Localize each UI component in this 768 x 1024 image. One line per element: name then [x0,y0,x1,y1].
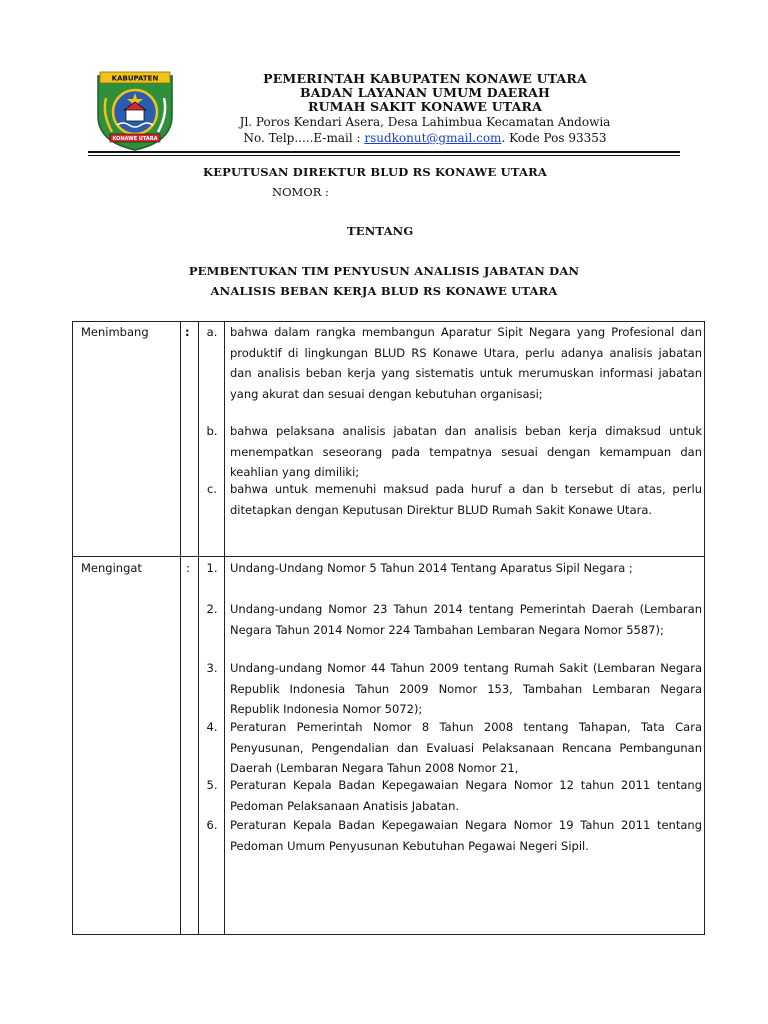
menimbang-label: Menimbang [81,325,149,339]
contact-suffix: . Kode Pos 93353 [501,131,607,145]
table-divider [180,322,181,934]
subject-line-2: ANALISIS BEBAN KERJA BLUD RS KONAWE UTARA [210,284,558,298]
decree-number: NOMOR : [272,185,329,199]
item-text: Peraturan Kepala Badan Kepegawaian Negara Nomor 12 tahun 2011 tentang Pedoman Pelaksanaan Anatisis Jabatan. [230,778,702,813]
subject-line-1: PEMBENTUKAN TIM PENYUSUN ANALISIS JABATAN DAN [188,264,580,278]
item-marker: c. [207,482,217,496]
konawe-utara-emblem-icon [90,68,180,152]
table-divider [198,322,199,934]
letterhead-contact [190,130,660,146]
letterhead-address: Jl. Poros Kendari Asera, Desa Lahimbua Kecamatan Andowia [239,115,611,129]
item-text: bahwa pelaksana analisis jabatan dan analisis beban kerja dimaksud untuk menempatkan seseorang pada tempatnya sesuai dengan kemampuan dan keahlian yang dimiliki; [230,424,702,480]
item-text: Undang-Undang Nomor 5 Tahun 2014 Tentang Aparatus Sipil Negara ; [230,561,633,575]
tentang-heading: TENTANG [347,224,414,238]
item-marker: b. [206,424,218,438]
item-text: bahwa dalam rangka membangun Aparatur Sipit Negara yang Profesional dan produktif di lingkungan BLUD RS Konawe Utara, perlu adanya analisis jabatan dan analisis beban kerja yang sistematis untuk merumuskan informasi jabatan yang akurat dan sesuai dengan kebutuhan organisasi; [230,325,702,401]
menimbang-colon: : [185,325,190,339]
letterhead-line-3: RUMAH SAKIT KONAWE UTARA [307,99,543,114]
item-marker: 6. [206,818,218,832]
item-text: Peraturan Kepala Badan Kepegawaian Negara Nomor 19 Tahun 2011 tentang Pedoman Umum Penyusunan Kebutuhan Pegawai Negeri Sipil. [230,818,702,853]
item-text: bahwa untuk memenuhi maksud pada huruf a dan b tersebut di atas, perlu ditetapkan dengan Keputusan Direktur BLUD Rumah Sakit Konawe Utara. [230,482,702,517]
letterhead [190,72,660,146]
mengingat-label: Mengingat [81,561,142,575]
logo-text-top: KABUPATEN [111,74,159,83]
item-marker: 3. [206,661,218,675]
item-text: Peraturan Pemerintah Nomor 8 Tahun 2008 tentang Tahapan, Tata Cara Penyusunan, Pengendalian dan Evaluasi Pelaksanaan Rencana Pembangunan Daerah (Lembaran Negara Tahun 2008 Nomor 21, [230,720,702,776]
letterhead-rule-thick [88,151,680,153]
item-marker: 1. [206,561,218,575]
item-text: Undang-undang Nomor 44 Tahun 2009 tentang Rumah Sakit (Lembaran Negara Republik Indonesia Tahun 2009 Nomor 153, Tambahan Lembaran Negara Republik Indonesia Nomor 5072); [230,661,702,717]
item-marker: a. [206,325,218,339]
decree-title: KEPUTUSAN DIREKTUR BLUD RS KONAWE UTARA [203,165,548,179]
item-marker: 4. [206,720,218,734]
table-row-divider [73,556,704,557]
letterhead-rule-thin [88,155,680,156]
considerations-table [72,321,705,935]
letterhead-line-1: PEMERINTAH KABUPATEN KONAWE UTARA [263,71,587,86]
logo-text-bottom: KONAWE UTARA [112,136,158,142]
item-marker: 5. [206,778,218,792]
letterhead-line-2: BADAN LAYANAN UMUM DAERAH [300,85,550,100]
email-link[interactable]: rsudkonut@gmail.com [364,131,502,145]
item-marker: 2. [206,602,218,616]
item-text: Undang-undang Nomor 23 Tahun 2014 tentang Pemerintah Daerah (Lembaran Negara Tahun 2014 Nomor 224 Tambahan Lembaran Negara Nomor 5587); [230,602,702,637]
contact-prefix: No. Telp.....E-mail : [243,131,365,145]
table-divider [224,322,225,934]
mengingat-colon: : [186,561,190,575]
